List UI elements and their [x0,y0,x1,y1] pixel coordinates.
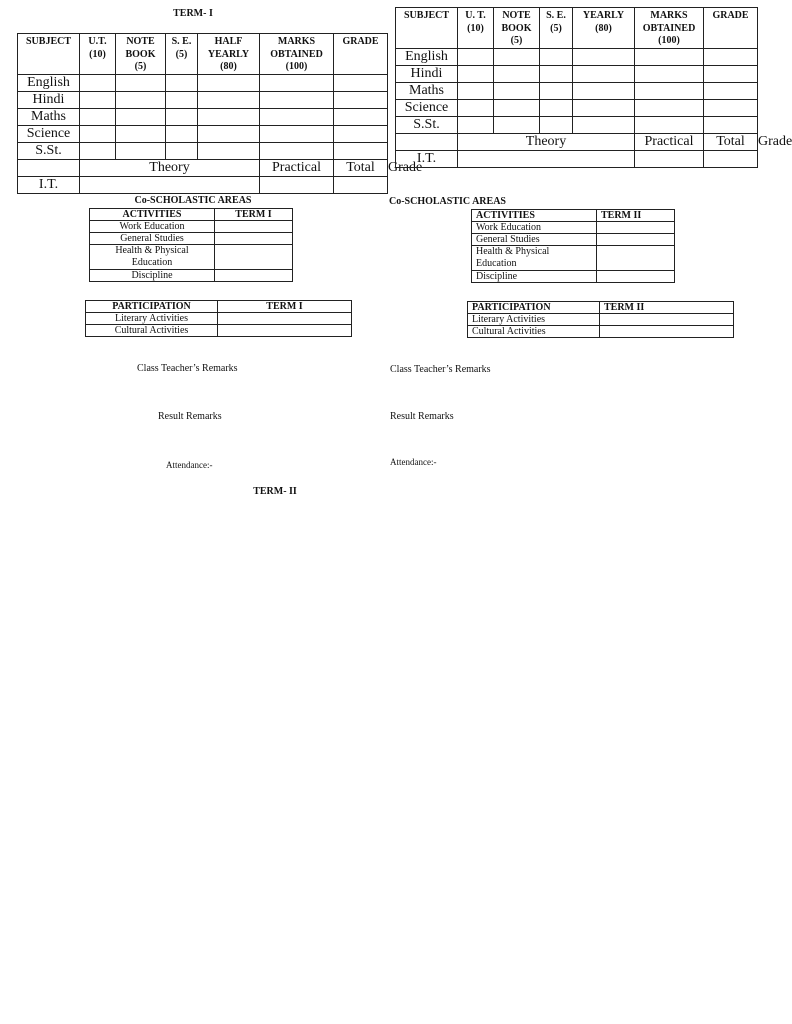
subject-row-maths [396,82,758,99]
activity-label: Health & Physical Education [472,246,597,271]
mark-cell[interactable] [635,82,704,99]
mark-cell[interactable] [260,125,334,142]
attendance-right: Attendance:- [390,457,437,467]
activity-grade-cell[interactable] [215,270,293,282]
participation-label: Literary Activities [468,314,600,326]
participation-row [86,325,352,337]
term-header: TERM II [600,302,734,314]
activities-table-term1 [89,208,293,282]
mark-cell[interactable] [573,48,635,65]
subject-label: S.St. [18,142,80,159]
mark-cell[interactable] [573,65,635,82]
subject-label: Maths [396,82,458,99]
mark-cell[interactable] [573,116,635,133]
col-notebook: NOTE BOOK (5) [494,8,540,49]
participation-row [468,326,734,338]
activity-label: Work Education [472,222,597,234]
activity-grade-cell[interactable] [597,222,675,234]
subject-row-science [396,99,758,116]
col-se: S. E. (5) [540,8,573,49]
mark-cell[interactable] [198,125,260,142]
mark-cell[interactable] [198,74,260,91]
mark-cell[interactable] [494,65,540,82]
term-header: TERM II [597,210,675,222]
activity-row [472,234,675,246]
it-total-cell[interactable] [334,176,388,193]
mark-cell[interactable] [635,116,704,133]
subject-label: Science [396,99,458,116]
participation-row [468,314,734,326]
subject-label: Hindi [396,65,458,82]
activity-grade-cell[interactable] [215,221,293,233]
participation-row [86,313,352,325]
mark-cell[interactable] [635,48,704,65]
participation-grade-cell[interactable] [218,313,352,325]
participation-header: PARTICIPATION [86,301,218,313]
it-row [396,150,758,167]
class-teacher-remarks-left: Class Teacher’s Remarks [137,363,238,374]
mark-cell[interactable] [116,91,166,108]
mark-cell[interactable] [540,65,573,82]
mark-cell[interactable] [116,108,166,125]
mark-cell[interactable] [80,125,116,142]
activity-row [472,271,675,283]
grade-cell[interactable] [704,82,758,99]
co-scholastic-heading-right: Co-SCHOLASTIC AREAS [389,196,506,207]
mark-cell[interactable] [260,74,334,91]
it-practical-header: Practical [635,133,704,150]
term-header: TERM I [218,301,352,313]
mark-cell[interactable] [540,99,573,116]
activity-row [90,270,293,282]
co-scholastic-heading-left: Co-SCHOLASTIC AREAS [134,195,252,206]
subject-label: Hindi [18,91,80,108]
it-label: I.T. [18,176,80,193]
grade-cell[interactable] [704,116,758,133]
subject-label: English [396,48,458,65]
activity-label: Discipline [472,271,597,283]
activities-header: ACTIVITIES [90,209,215,221]
mark-cell[interactable] [458,99,494,116]
it-header-row: Theory Practical Total Grade [396,133,758,150]
mark-cell[interactable] [540,116,573,133]
it-theory-header: Theory [80,159,260,176]
col-half-yearly: HALF YEARLY (80) [198,34,260,75]
it-theory-cell[interactable] [80,176,260,193]
mark-cell[interactable] [116,125,166,142]
activity-grade-cell[interactable] [597,271,675,283]
term1-heading: TERM- I [173,8,213,19]
subject-label: English [18,74,80,91]
subject-row-english [396,48,758,65]
subject-row-hindi [18,91,388,108]
mark-cell[interactable] [458,65,494,82]
grade-cell[interactable] [334,142,388,159]
subject-row-sst [396,116,758,133]
activities-header: ACTIVITIES [472,210,597,222]
col-grade: GRADE [334,34,388,75]
activity-grade-cell[interactable] [215,233,293,245]
attendance-left: Attendance:- [166,460,213,470]
col-grade: GRADE [704,8,758,49]
grade-cell[interactable] [334,74,388,91]
col-yearly: YEARLY (80) [573,8,635,49]
class-teacher-remarks-right: Class Teacher’s Remarks [390,364,491,375]
subject-label: Maths [18,108,80,125]
participation-grade-cell[interactable] [600,326,734,338]
grade-cell[interactable] [334,108,388,125]
activity-label: Health & Physical Education [90,245,215,270]
activity-row [90,245,293,270]
mark-cell[interactable] [80,74,116,91]
mark-cell[interactable] [540,48,573,65]
it-theory-header: Theory [458,133,635,150]
col-marks-obtained: MARKS OBTAINED (100) [260,34,334,75]
mark-cell[interactable] [198,91,260,108]
mark-cell[interactable] [166,74,198,91]
it-row [18,176,388,193]
mark-cell[interactable] [635,65,704,82]
it-practical-header: Practical [260,159,334,176]
mark-cell[interactable] [166,125,198,142]
activity-label: Work Education [90,221,215,233]
activity-grade-cell[interactable] [215,245,293,270]
mark-cell[interactable] [573,82,635,99]
mark-cell[interactable] [635,99,704,116]
col-se: S. E. (5) [166,34,198,75]
it-theory-cell[interactable] [458,150,635,167]
mark-cell[interactable] [166,108,198,125]
mark-cell[interactable] [458,116,494,133]
mark-cell[interactable] [80,142,116,159]
mark-cell[interactable] [260,91,334,108]
term2-header-row [396,8,758,49]
subject-row-sst [18,142,388,159]
grade-cell[interactable] [704,48,758,65]
mark-cell[interactable] [494,116,540,133]
it-total-header: Total [334,159,388,176]
participation-header: PARTICIPATION [468,302,600,314]
participation-label: Literary Activities [86,313,218,325]
subject-row-hindi [396,65,758,82]
it-total-header: Total [704,133,758,150]
mark-cell[interactable] [166,142,198,159]
result-remarks-right: Result Remarks [390,411,454,422]
mark-cell[interactable] [494,48,540,65]
col-notebook: NOTE BOOK (5) [116,34,166,75]
mark-cell[interactable] [458,82,494,99]
participation-table-term1 [85,300,352,337]
subject-row-science [18,125,388,142]
term1-header-row [18,34,388,75]
mark-cell[interactable] [494,99,540,116]
subject-label: Science [18,125,80,142]
activity-row [90,233,293,245]
participation-label: Cultural Activities [86,325,218,337]
mark-cell[interactable] [260,108,334,125]
mark-cell[interactable] [540,82,573,99]
grade-cell[interactable] [334,91,388,108]
mark-cell[interactable] [166,91,198,108]
subject-label: S.St. [396,116,458,133]
subject-row-maths [18,108,388,125]
col-marks-obtained: MARKS OBTAINED (100) [635,8,704,49]
it-practical-cell[interactable] [260,176,334,193]
activity-row [472,222,675,234]
mark-cell[interactable] [198,142,260,159]
participation-label: Cultural Activities [468,326,600,338]
activity-row [472,246,675,271]
activity-label: Discipline [90,270,215,282]
term-header: TERM I [215,209,293,221]
activities-table-term2 [471,209,675,283]
col-subject: SUBJECT [396,8,458,49]
activity-label: General Studies [90,233,215,245]
mark-cell[interactable] [80,91,116,108]
mark-cell[interactable] [198,108,260,125]
grade-cell[interactable] [704,65,758,82]
participation-grade-cell[interactable] [218,325,352,337]
mark-cell[interactable] [573,99,635,116]
activity-grade-cell[interactable] [597,234,675,246]
col-ut: U. T. (10) [458,8,494,49]
grade-cell[interactable] [704,99,758,116]
participation-table-term2 [467,301,734,338]
mark-cell[interactable] [494,82,540,99]
mark-cell[interactable] [116,74,166,91]
mark-cell[interactable] [260,142,334,159]
it-label: I.T. [396,150,458,167]
mark-cell[interactable] [80,108,116,125]
activity-row [90,221,293,233]
subject-row-english [18,74,388,91]
grade-cell[interactable] [334,125,388,142]
mark-cell[interactable] [458,48,494,65]
it-header-row: Theory Practical Total Grade [18,159,388,176]
participation-grade-cell[interactable] [600,314,734,326]
term2-marks-table [395,7,792,168]
activity-grade-cell[interactable] [597,246,675,271]
activity-label: General Studies [472,234,597,246]
mark-cell[interactable] [116,142,166,159]
term1-marks-table [17,33,423,194]
term2-heading: TERM- II [253,486,297,497]
result-remarks-left: Result Remarks [158,411,222,422]
it-practical-cell[interactable] [635,150,704,167]
col-subject: SUBJECT [18,34,80,75]
it-total-cell[interactable] [704,150,758,167]
col-ut: U.T. (10) [80,34,116,75]
